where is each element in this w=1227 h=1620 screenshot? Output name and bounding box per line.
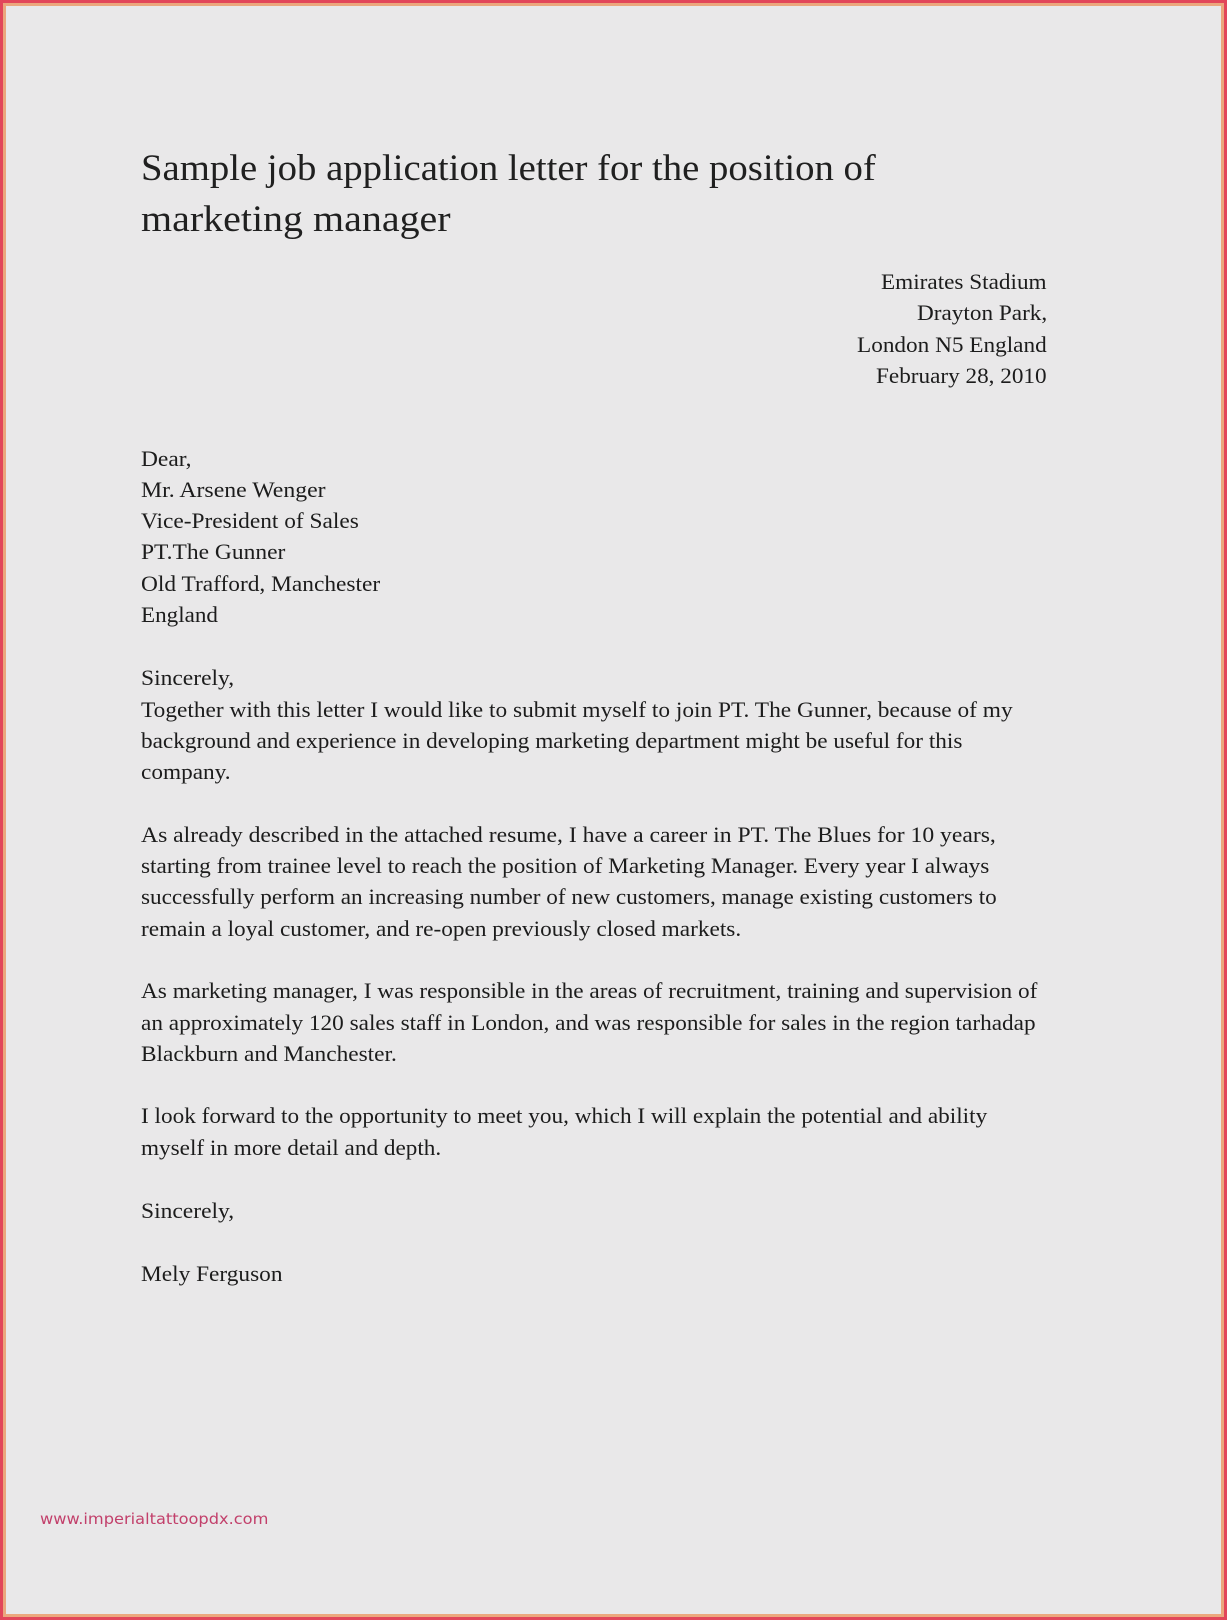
paragraph-line: As already described in the attached resume, I have a career in PT. The Blues for 10 years, [141, 821, 996, 847]
title-line-1: Sample job application letter for the position of [141, 147, 876, 189]
paragraph-line: successfully perform an increasing number of new customers, manage existing customers to [141, 883, 997, 909]
opening-salutation: Sincerely, [141, 664, 235, 690]
watermark-url: www.imperialtattoopdx.com [40, 1509, 269, 1528]
paragraph-line: As marketing manager, I was responsible in the areas of recruitment, training and supervision of [141, 977, 1038, 1003]
recipient-country: England [141, 601, 218, 627]
address-line-street: Drayton Park, [916, 299, 1048, 325]
address-line-stadium: Emirates Stadium [881, 268, 1047, 294]
paragraph-line: I look forward to the opportunity to meet you, which I will explain the potential and ability [141, 1102, 988, 1128]
signature-name: Mely Ferguson [141, 1260, 283, 1286]
recipient-address: Old Trafford, Manchester [141, 570, 381, 596]
paragraph-line: background and experience in developing marketing department might be useful for this [141, 727, 963, 753]
paragraph-line: Blackburn and Manchester. [141, 1040, 397, 1066]
greeting: Dear, [141, 445, 192, 471]
title-line-2: marketing manager [141, 198, 451, 240]
address-line-city: London N5 England [857, 331, 1047, 357]
paragraph-line: Together with this letter I would like to submit myself to join PT. The Gunner, because of my [141, 696, 1013, 722]
paragraph-line: remain a loyal customer, and re-open previously closed markets. [141, 915, 742, 941]
recipient-company: PT.The Gunner [141, 538, 286, 564]
recipient-position: Vice-President of Sales [141, 507, 359, 533]
letter-page [6, 6, 1221, 1614]
letter-date: February 28, 2010 [876, 362, 1047, 388]
paragraph-line: myself in more detail and depth. [141, 1134, 442, 1160]
closing-salutation: Sincerely, [141, 1197, 235, 1223]
paragraph-line: an approximately 120 sales staff in London, and was responsible for sales in the region tarhadap [141, 1009, 1036, 1035]
paragraph-line: starting from trainee level to reach the position of Marketing Manager. Every year I always [141, 852, 990, 878]
paragraph-line: company. [141, 758, 231, 784]
recipient-name: Mr. Arsene Wenger [141, 476, 326, 502]
